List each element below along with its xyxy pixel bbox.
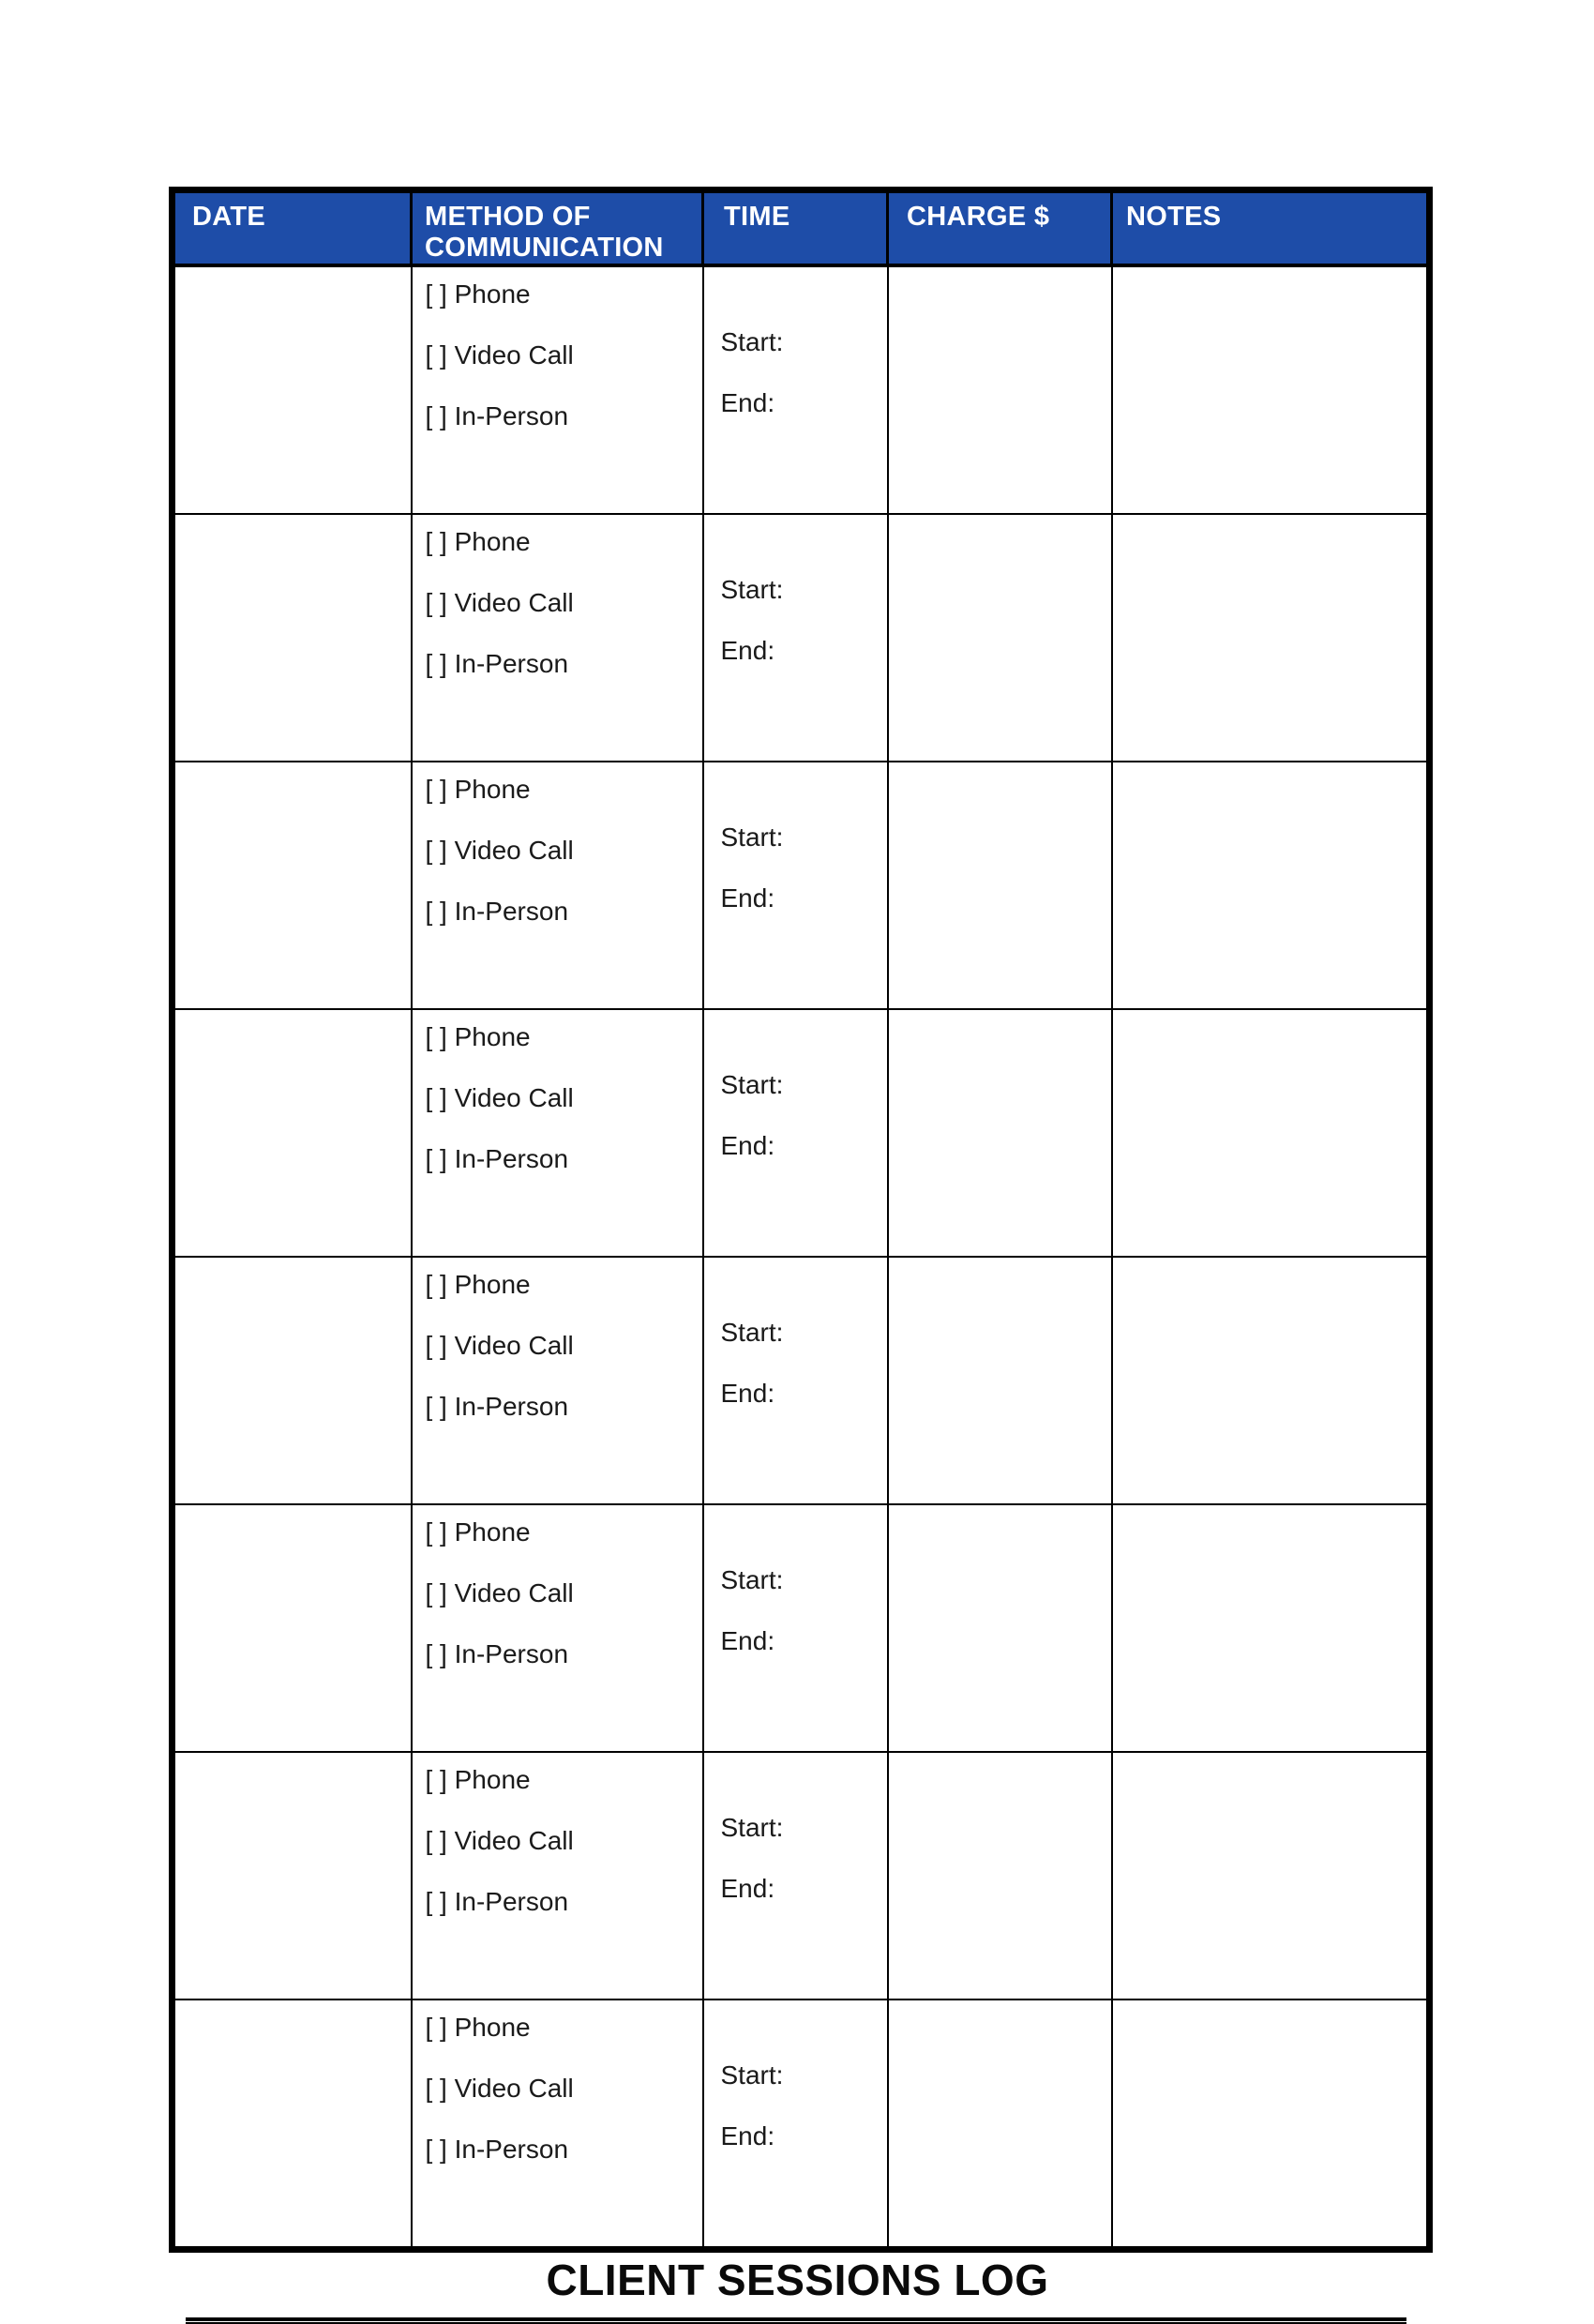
table-row [173, 1752, 1430, 2000]
time-start-label[interactable]: Start: [720, 327, 784, 356]
date-cell[interactable] [173, 1752, 412, 2000]
method-cell [412, 2000, 703, 2250]
charge-cell[interactable] [888, 1504, 1112, 1752]
charge-cell[interactable] [888, 1009, 1112, 1257]
column-header-date: DATE [173, 190, 412, 266]
column-header-method: METHOD OF COMMUNICATION [412, 190, 703, 266]
time-end-label[interactable]: End: [720, 388, 775, 417]
method-cell [412, 1257, 703, 1504]
time-start-label[interactable]: Start: [720, 1318, 784, 1347]
method-option-in-person[interactable]: [ ] In-Person [425, 1639, 569, 1668]
column-header-notes: NOTES [1112, 190, 1430, 266]
charge-cell[interactable] [888, 1752, 1112, 2000]
method-cell [412, 762, 703, 1009]
time-end-label[interactable]: End: [720, 883, 775, 913]
table-row [173, 2000, 1430, 2250]
notes-cell[interactable] [1112, 1752, 1430, 2000]
time-start-label[interactable]: Start: [720, 822, 784, 852]
charge-cell[interactable] [888, 2000, 1112, 2250]
time-end-label[interactable]: End: [720, 1131, 775, 1160]
method-option-in-person[interactable]: [ ] In-Person [425, 1144, 569, 1173]
method-option-phone[interactable]: [ ] Phone [425, 1022, 531, 1051]
method-option-phone[interactable]: [ ] Phone [425, 1517, 531, 1547]
header-row [173, 190, 1430, 266]
sessions-table-body [173, 265, 1430, 2250]
method-option-in-person[interactable]: [ ] In-Person [425, 897, 569, 926]
method-cell [412, 1504, 703, 1752]
horizontal-rule [186, 2317, 1406, 2324]
date-cell[interactable] [173, 1009, 412, 1257]
method-option-in-person[interactable]: [ ] In-Person [425, 401, 569, 430]
date-cell[interactable] [173, 1504, 412, 1752]
notes-cell[interactable] [1112, 762, 1430, 1009]
method-option-phone[interactable]: [ ] Phone [425, 775, 531, 804]
time-cell [703, 1504, 888, 1752]
date-cell[interactable] [173, 265, 412, 514]
method-option-video-call[interactable]: [ ] Video Call [425, 588, 574, 617]
method-option-phone[interactable]: [ ] Phone [425, 1270, 531, 1299]
method-option-phone[interactable]: [ ] Phone [425, 279, 531, 309]
notes-cell[interactable] [1112, 265, 1430, 514]
notes-cell[interactable] [1112, 514, 1430, 762]
method-option-video-call[interactable]: [ ] Video Call [425, 2074, 574, 2103]
column-header-charge: CHARGE $ [888, 190, 1112, 266]
method-option-video-call[interactable]: [ ] Video Call [425, 1826, 574, 1855]
time-cell [703, 1009, 888, 1257]
method-cell [412, 265, 703, 514]
notes-cell[interactable] [1112, 1009, 1430, 1257]
method-option-in-person[interactable]: [ ] In-Person [425, 649, 569, 678]
table-row [173, 1009, 1430, 1257]
method-option-in-person[interactable]: [ ] In-Person [425, 1392, 569, 1421]
table-row [173, 762, 1430, 1009]
time-cell [703, 1752, 888, 2000]
method-cell [412, 1009, 703, 1257]
sessions-table-header [173, 190, 1430, 266]
date-cell[interactable] [173, 514, 412, 762]
charge-cell[interactable] [888, 762, 1112, 1009]
method-option-in-person[interactable]: [ ] In-Person [425, 1887, 569, 1916]
time-start-label[interactable]: Start: [720, 1813, 784, 1842]
notes-cell[interactable] [1112, 1504, 1430, 1752]
method-option-video-call[interactable]: [ ] Video Call [425, 836, 574, 865]
page-title: CLIENT SESSIONS LOG [546, 2256, 1049, 2304]
date-cell[interactable] [173, 1257, 412, 1504]
charge-cell[interactable] [888, 265, 1112, 514]
client-sessions-log-block [169, 187, 1426, 2324]
method-option-video-call[interactable]: [ ] Video Call [425, 1578, 574, 1607]
date-cell[interactable] [173, 2000, 412, 2250]
time-end-label[interactable]: End: [720, 636, 775, 665]
charge-cell[interactable] [888, 1257, 1112, 1504]
method-cell [412, 514, 703, 762]
time-end-label[interactable]: End: [720, 1874, 775, 1903]
time-cell [703, 2000, 888, 2250]
time-end-label[interactable]: End: [720, 1379, 775, 1408]
method-option-phone[interactable]: [ ] Phone [425, 1765, 531, 1794]
column-header-time: TIME [703, 190, 888, 266]
time-start-label[interactable]: Start: [720, 1070, 784, 1099]
time-start-label[interactable]: Start: [720, 1565, 784, 1594]
method-option-in-person[interactable]: [ ] In-Person [425, 2135, 569, 2164]
method-option-video-call[interactable]: [ ] Video Call [425, 1083, 574, 1112]
sessions-table [169, 187, 1433, 2253]
table-row [173, 1504, 1430, 1752]
table-row [173, 265, 1430, 514]
time-cell [703, 514, 888, 762]
time-end-label[interactable]: End: [720, 2121, 775, 2150]
date-cell[interactable] [173, 762, 412, 1009]
method-option-video-call[interactable]: [ ] Video Call [425, 340, 574, 370]
method-option-video-call[interactable]: [ ] Video Call [425, 1331, 574, 1360]
time-cell [703, 265, 888, 514]
time-start-label[interactable]: Start: [720, 575, 784, 604]
charge-cell[interactable] [888, 514, 1112, 762]
notes-cell[interactable] [1112, 2000, 1430, 2250]
table-row [173, 1257, 1430, 1504]
table-row [173, 514, 1430, 762]
time-end-label[interactable]: End: [720, 1626, 775, 1655]
time-cell [703, 1257, 888, 1504]
method-cell [412, 1752, 703, 2000]
time-start-label[interactable]: Start: [720, 2060, 784, 2090]
time-cell [703, 762, 888, 1009]
notes-cell[interactable] [1112, 1257, 1430, 1504]
method-option-phone[interactable]: [ ] Phone [425, 2013, 531, 2042]
method-option-phone[interactable]: [ ] Phone [425, 527, 531, 556]
